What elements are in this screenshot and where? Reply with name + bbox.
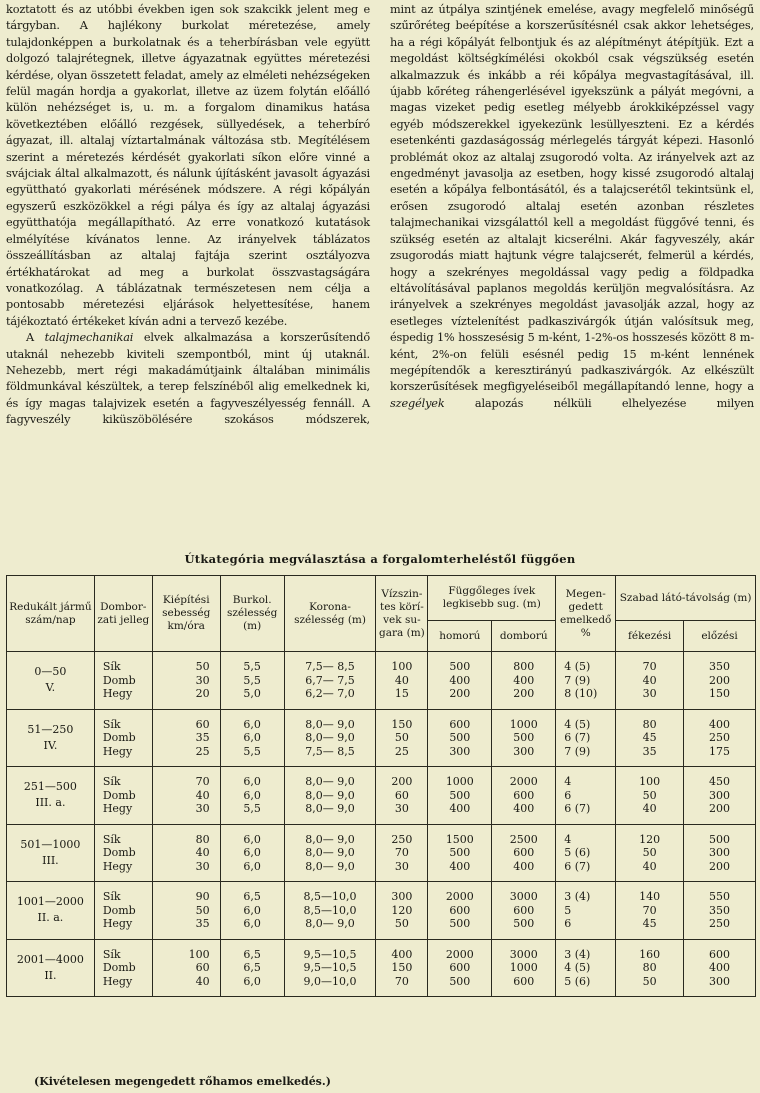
vehicle-range-cell xyxy=(7,767,95,825)
brake-cell xyxy=(616,709,684,767)
vehicle-range: 2001—4000 xyxy=(16,952,84,966)
convex-value: 400 xyxy=(513,802,535,815)
brake-value: 50 xyxy=(642,788,657,802)
horiz-cell xyxy=(376,767,428,825)
header-sight-distance: Szabad látó-távolság (m) xyxy=(616,576,756,621)
width-value: 6,0 xyxy=(243,775,261,788)
header-concave: homorú xyxy=(428,621,492,652)
header-vehicles: Redukált jármű szám/nap xyxy=(7,576,95,652)
terrain-value: Sík xyxy=(102,947,121,961)
grade-value: 5 (6) xyxy=(564,846,591,859)
convex-value: 600 xyxy=(513,903,535,917)
brake-value: 140 xyxy=(639,890,661,903)
crown-value: 7,5— 8,5 xyxy=(305,744,355,758)
crown-value: 8,0— 9,0 xyxy=(305,832,355,846)
grade-value: 5 (6) xyxy=(564,974,591,988)
crown-cell xyxy=(284,882,376,940)
horiz-value: 30 xyxy=(394,859,409,873)
terrain-cell xyxy=(94,824,152,882)
horiz-value: 200 xyxy=(391,775,413,788)
overtake-value: 250 xyxy=(709,731,731,744)
grade-value: 3 (4) xyxy=(564,947,591,961)
width-cell xyxy=(220,767,284,825)
convex-cell xyxy=(492,939,556,997)
crown-value: 8,0— 9,0 xyxy=(305,775,355,788)
brake-value: 80 xyxy=(642,961,657,974)
crown-cell xyxy=(284,652,376,710)
width-value: 5,5 xyxy=(243,660,261,673)
convex-value: 400 xyxy=(513,673,535,687)
road-category: III. xyxy=(42,853,59,867)
header-terrain: Dombor-zati jelleg xyxy=(94,576,152,652)
width-value: 6,5 xyxy=(243,947,261,961)
crown-value: 6,2— 7,0 xyxy=(305,687,355,700)
overtake-value: 400 xyxy=(709,717,731,731)
horiz-value: 150 xyxy=(391,717,413,731)
vehicle-range: 51—250 xyxy=(27,722,74,736)
overtake-cell xyxy=(684,882,756,940)
terrain-value: Sík xyxy=(102,890,121,903)
road-category: II. xyxy=(44,968,57,982)
crown-value: 9,5—10,5 xyxy=(303,961,357,974)
horiz-value: 400 xyxy=(391,947,413,961)
overtake-cell xyxy=(684,939,756,997)
convex-cell xyxy=(492,767,556,825)
grade-cell xyxy=(556,652,616,710)
speed-value: 30 xyxy=(195,859,210,873)
crown-value: 8,0— 9,0 xyxy=(305,788,355,802)
concave-cell xyxy=(428,709,492,767)
overtake-value: 175 xyxy=(709,744,731,758)
speed-value: 40 xyxy=(195,974,210,988)
convex-value: 600 xyxy=(513,846,535,859)
concave-value: 500 xyxy=(449,731,471,744)
left-paragraph-1: koztatott és az utóbbi években igen sok szakcikk jelent meg e tárgyban. A hajlékony burkolat méretezése, amely tulajdonképpen a burkolatnak és a teherbírásban vele együtt dolgozó talajrétegnek, illetve ágyazatnak együttes méretezési kérdése, olyan összetett feladat, amely az elméleti nehézségeken felül magán hordja a gyakorlat, illetve az üzem folytán előálló külön nehézséget is, u. m. a forgalom dinamikus hatása következtében előálló rezgések, süllyedések, a teherbíró ágyazat, ill. altalaj víztartalmának változása stb. Megítélésem szerint a méretezés kérdését gyakorlati síkon előre vinné a svájciak által alkalmazott, és nálunk újításként javasolt ágyazási együttható gyakorlati mérésének módszere. A régi kőpályán egyszerű eszközökkel a régi pálya és így az altalaj ágyazási együtthatója megállapítható. Az erre vonatkozó kutatások elmélyítése kívánatos lenne. Az irányelvek táblázatos összeállításban az altalaj fajtája szerint osztályozva értékhatárokat ad meg a burkolat összvastagságára vonatkozólag. A táblázatnak természetesen nem célja a pontosabb méretezési eljárások helyettesítése, hanem tájékoztató értékeket kíván adni a tervező kezébe. xyxy=(6,3,370,328)
road-category-table xyxy=(6,575,756,997)
convex-value: 600 xyxy=(513,788,535,802)
concave-value: 2000 xyxy=(445,947,474,961)
horiz-value: 25 xyxy=(394,744,409,758)
concave-cell xyxy=(428,939,492,997)
table-row xyxy=(7,939,756,997)
crown-value: 8,0— 9,0 xyxy=(305,917,355,930)
horiz-value: 50 xyxy=(394,917,409,930)
terrain-value: Hegy xyxy=(102,687,133,700)
crown-value: 8,5—10,0 xyxy=(303,903,357,917)
brake-value: 50 xyxy=(642,974,657,988)
horiz-value: 15 xyxy=(394,687,409,700)
table-title: Útkategória megválasztása a forgalomterheléstől függően xyxy=(184,552,576,566)
concave-cell xyxy=(428,652,492,710)
convex-value: 3000 xyxy=(509,947,538,961)
emphasized-word: talajmechanikai xyxy=(44,331,134,345)
terrain-value: Hegy xyxy=(102,974,133,988)
horiz-cell xyxy=(376,939,428,997)
header-braking: fékezési xyxy=(616,621,684,652)
horiz-value: 40 xyxy=(394,673,409,687)
speed-cell xyxy=(152,767,220,825)
brake-value: 30 xyxy=(642,687,657,700)
overtake-value: 200 xyxy=(709,673,731,687)
horiz-value: 250 xyxy=(391,832,413,846)
road-category: II. a. xyxy=(37,911,64,925)
convex-value: 600 xyxy=(513,974,535,988)
crown-value: 9,5—10,5 xyxy=(303,947,357,961)
grade-value: 6 (7) xyxy=(564,859,591,873)
overtake-cell xyxy=(684,652,756,710)
width-value: 6,0 xyxy=(243,846,261,859)
vehicle-range: 501—1000 xyxy=(20,837,81,851)
header-convex: domború xyxy=(492,621,556,652)
crown-value: 8,0— 9,0 xyxy=(305,859,355,873)
convex-cell xyxy=(492,652,556,710)
horiz-value: 70 xyxy=(394,974,409,988)
terrain-value: Hegy xyxy=(102,917,133,930)
width-value: 6,0 xyxy=(243,974,261,988)
header-horizontal-radius: Vízszin-tes körí-vek su-gara (m) xyxy=(376,576,428,652)
brake-value: 80 xyxy=(642,717,657,731)
grade-value: 4 (5) xyxy=(564,717,591,731)
overtake-cell xyxy=(684,824,756,882)
terrain-value: Domb xyxy=(102,903,136,917)
concave-value: 500 xyxy=(449,660,471,673)
width-cell xyxy=(220,652,284,710)
speed-cell xyxy=(152,824,220,882)
concave-value: 500 xyxy=(449,974,471,988)
horiz-value: 300 xyxy=(391,890,413,903)
concave-value: 400 xyxy=(449,859,471,873)
terrain-value: Sík xyxy=(102,717,121,731)
concave-value: 1500 xyxy=(445,832,474,846)
speed-value: 70 xyxy=(195,775,210,788)
terrain-value: Domb xyxy=(102,673,136,687)
brake-cell xyxy=(616,824,684,882)
grade-value: 6 (7) xyxy=(564,802,591,815)
width-cell xyxy=(220,709,284,767)
table-row xyxy=(7,882,756,940)
vehicle-range: 0—50 xyxy=(34,665,67,679)
convex-value: 800 xyxy=(513,660,535,673)
grade-cell xyxy=(556,882,616,940)
header-crown-width: Korona-szélesség (m) xyxy=(284,576,376,652)
grade-value: 4 xyxy=(564,832,572,846)
concave-value: 600 xyxy=(449,903,471,917)
crown-cell xyxy=(284,824,376,882)
concave-value: 300 xyxy=(449,744,471,758)
speed-value: 35 xyxy=(195,917,210,930)
terrain-cell xyxy=(94,939,152,997)
vehicle-range: 1001—2000 xyxy=(16,895,84,909)
grade-value: 7 (9) xyxy=(564,744,591,758)
convex-cell xyxy=(492,882,556,940)
footnote: (Kivételesen megengedett rőhamos emelkedés.) xyxy=(34,1075,331,1088)
header-overtaking: előzési xyxy=(684,621,756,652)
convex-value: 300 xyxy=(513,744,535,758)
left-column xyxy=(6,2,370,429)
convex-cell xyxy=(492,824,556,882)
grade-cell xyxy=(556,709,616,767)
overtake-value: 350 xyxy=(709,903,731,917)
vehicle-range-cell xyxy=(7,709,95,767)
horiz-cell xyxy=(376,709,428,767)
terrain-value: Hegy xyxy=(102,744,133,758)
concave-cell xyxy=(428,882,492,940)
grade-value: 6 (7) xyxy=(564,731,591,744)
horiz-cell xyxy=(376,652,428,710)
crown-value: 8,0— 9,0 xyxy=(305,846,355,859)
terrain-value: Sík xyxy=(102,832,121,846)
horiz-value: 60 xyxy=(394,788,409,802)
terrain-cell xyxy=(94,652,152,710)
vehicle-range-cell xyxy=(7,939,95,997)
convex-value: 3000 xyxy=(509,890,538,903)
speed-value: 80 xyxy=(195,832,210,846)
road-category: III. a. xyxy=(35,796,66,810)
speed-value: 40 xyxy=(195,846,210,859)
width-value: 5,5 xyxy=(243,802,261,815)
horiz-value: 50 xyxy=(394,731,409,744)
horiz-cell xyxy=(376,882,428,940)
grade-value: 4 (5) xyxy=(564,660,591,673)
concave-value: 600 xyxy=(449,961,471,974)
crown-cell xyxy=(284,939,376,997)
vehicle-range-cell xyxy=(7,882,95,940)
convex-value: 2000 xyxy=(509,775,538,788)
overtake-value: 300 xyxy=(709,788,731,802)
width-value: 6,0 xyxy=(243,717,261,731)
crown-value: 8,0— 9,0 xyxy=(305,731,355,744)
brake-value: 40 xyxy=(642,673,657,687)
terrain-value: Domb xyxy=(102,961,136,974)
horiz-value: 150 xyxy=(391,961,413,974)
overtake-value: 200 xyxy=(709,802,731,815)
overtake-value: 300 xyxy=(709,846,731,859)
width-value: 6,0 xyxy=(243,859,261,873)
left-paragraph-2 xyxy=(6,330,370,428)
speed-cell xyxy=(152,882,220,940)
crown-value: 8,0— 9,0 xyxy=(305,802,355,815)
terrain-value: Hegy xyxy=(102,802,133,815)
concave-value: 2000 xyxy=(445,890,474,903)
table-body xyxy=(7,652,756,997)
brake-cell xyxy=(616,767,684,825)
right-paragraph: mint az útpálya szintjének emelése, avagy megfelelő minőségű szűrőréteg beépítése a korszerűsítésnél csak akkor lehetséges, ha a régi kőpályát felbontjuk és az alépítményt átépítjük. Ezt a megoldást költségkímélési okokból csak végszükség esetén alkalmazzuk és inkább a réi kőpálya megvastagításával, ill. újabb kőréteg ráhengerlésével igyekszünk a pályát megóvni, a magas vizeket pedig esetleg mélyebb árokkiképzéssel vagy egyéb módszerekkel igyekezünk lesüllyeszteni. Ez a kérdés esetenkénti gazdaságosság mérlegelés tárgyát képezi. Hasonló problémát okoz az altalaj zsugorodó volta. Az irányelvek azt az engedményt javasolja az esetben, hogy kissé zsugorodó altalaj esetén a kőpálya felbontásától, és a talajcserétől tekintsünk el, erősen zsugorodó altalaj esetén azonban részletes talajmechanikai vizsgálattól kell a megoldást függővé tenni, és szükség esetén az altalajt kicserélni. Akár fagyveszély, akár zsugorodás miatt hajtunk végre talajcserét, felmerül a kérdés, hogy a szekrényes megoldással vagy pedig a földpadka eltávolításával paplanos megoldás kerüljön megvalósításra. Az irányelvek a szekrényes megoldást javasolják azzal, hogy az esetleges víztelenítést padkaszivárgók útján valósítsuk meg, éspedig 1% hosszesésig 5 m-ként, 1-2%-os hosszesés között 8 m-ként, 2%-on felüli esésnél pedig 15 m-ként lennének megépítendők a keresztirányú padkaszivárgók. Az elkészült korszerűsítések megfigyeléseiből megállapítandó lenne, hogy a szegélyek alapozás nélküli elhelyezése milyen xyxy=(390,3,754,410)
crown-value: 7,5— 8,5 xyxy=(305,660,355,673)
convex-value: 500 xyxy=(513,917,535,930)
vehicle-range-cell xyxy=(7,652,95,710)
speed-value: 100 xyxy=(188,947,210,961)
grade-value: 7 (9) xyxy=(564,673,591,687)
width-value: 6,0 xyxy=(243,903,261,917)
convex-value: 400 xyxy=(513,859,535,873)
crown-value: 8,0— 9,0 xyxy=(305,717,355,731)
grade-value: 6 xyxy=(564,788,572,802)
grade-value: 5 xyxy=(564,903,572,917)
convex-value: 200 xyxy=(513,687,535,700)
text-columns xyxy=(6,2,754,429)
overtake-value: 300 xyxy=(709,974,731,988)
overtake-cell xyxy=(684,709,756,767)
brake-value: 45 xyxy=(642,731,657,744)
speed-value: 35 xyxy=(195,731,210,744)
terrain-value: Hegy xyxy=(102,859,133,873)
width-value: 5,0 xyxy=(243,687,261,700)
brake-value: 35 xyxy=(642,744,657,758)
horiz-value: 100 xyxy=(391,660,413,673)
overtake-cell xyxy=(684,767,756,825)
convex-value: 1000 xyxy=(509,961,538,974)
vehicle-range-cell xyxy=(7,824,95,882)
width-value: 6,0 xyxy=(243,788,261,802)
table-row xyxy=(7,652,756,710)
speed-cell xyxy=(152,652,220,710)
width-cell xyxy=(220,939,284,997)
width-value: 6,5 xyxy=(243,890,261,903)
header-grade: Megen-gedett emelkedő % xyxy=(556,576,616,652)
brake-value: 45 xyxy=(642,917,657,930)
speed-value: 50 xyxy=(195,903,210,917)
speed-value: 30 xyxy=(195,802,210,815)
terrain-cell xyxy=(94,709,152,767)
speed-value: 60 xyxy=(195,717,210,731)
convex-value: 500 xyxy=(513,731,535,744)
concave-value: 1000 xyxy=(445,775,474,788)
overtake-value: 250 xyxy=(709,917,731,930)
terrain-value: Sík xyxy=(102,660,121,673)
header-speed: Kiépítési sebesség km/óra xyxy=(152,576,220,652)
concave-value: 500 xyxy=(449,788,471,802)
right-column xyxy=(390,2,754,429)
table-row xyxy=(7,824,756,882)
width-cell xyxy=(220,824,284,882)
speed-cell xyxy=(152,939,220,997)
emphasized-word: szegélyek xyxy=(390,396,445,410)
header-vertical-curves: Függőleges ívek legkisebb sug. (m) xyxy=(428,576,556,621)
grade-cell xyxy=(556,824,616,882)
speed-value: 40 xyxy=(195,788,210,802)
speed-value: 20 xyxy=(195,687,210,700)
width-cell xyxy=(220,882,284,940)
brake-value: 70 xyxy=(642,903,657,917)
grade-cell xyxy=(556,767,616,825)
width-value: 6,0 xyxy=(243,731,261,744)
width-value: 6,5 xyxy=(243,961,261,974)
grade-value: 4 xyxy=(564,775,572,788)
concave-value: 200 xyxy=(449,687,471,700)
grade-value: 4 (5) xyxy=(564,961,591,974)
left-paragraph-2-text: A talajmechanikai elvek alkalmazása a korszerűsítendő utaknál nehezebb kiviteli szempontból, mint új utaknál. Nehezebb, mert régi makadámútjaink általában minimális földmunkával készültek, a terep felszínéből alig emelkednek ki, és így magas talajvizek esetén a fagyveszélyesség fennáll. A fagyveszély kiküszöbölésére szokásos módszerek, xyxy=(6,331,370,427)
speed-value: 90 xyxy=(195,890,210,903)
brake-value: 40 xyxy=(642,802,657,815)
brake-value: 120 xyxy=(639,832,661,846)
width-value: 5,5 xyxy=(243,744,261,758)
concave-value: 400 xyxy=(449,673,471,687)
crown-value: 9,0—10,0 xyxy=(303,974,357,988)
concave-value: 400 xyxy=(449,802,471,815)
overtake-value: 400 xyxy=(709,961,731,974)
convex-value: 1000 xyxy=(509,717,538,731)
brake-value: 50 xyxy=(642,846,657,859)
crown-cell xyxy=(284,767,376,825)
table-row xyxy=(7,709,756,767)
horiz-value: 120 xyxy=(391,903,413,917)
table-row xyxy=(7,767,756,825)
terrain-value: Domb xyxy=(102,788,136,802)
overtake-value: 150 xyxy=(709,687,731,700)
terrain-value: Sík xyxy=(102,775,121,788)
grade-value: 6 xyxy=(564,917,572,930)
overtake-value: 550 xyxy=(709,890,731,903)
terrain-value: Domb xyxy=(102,731,136,744)
speed-value: 60 xyxy=(195,961,210,974)
terrain-value: Domb xyxy=(102,846,136,859)
overtake-value: 600 xyxy=(709,947,731,961)
brake-cell xyxy=(616,652,684,710)
concave-cell xyxy=(428,824,492,882)
horiz-value: 30 xyxy=(394,802,409,815)
brake-value: 40 xyxy=(642,859,657,873)
grade-value: 3 (4) xyxy=(564,890,591,903)
brake-value: 160 xyxy=(639,947,661,961)
header-pavement-width: Burkol. szélesség (m) xyxy=(220,576,284,652)
road-category: V. xyxy=(45,681,56,695)
speed-value: 30 xyxy=(195,673,210,687)
brake-cell xyxy=(616,882,684,940)
terrain-cell xyxy=(94,882,152,940)
brake-value: 100 xyxy=(639,775,661,788)
grade-cell xyxy=(556,939,616,997)
overtake-value: 350 xyxy=(709,660,731,673)
overtake-value: 500 xyxy=(709,832,731,846)
width-value: 6,0 xyxy=(243,832,261,846)
brake-value: 70 xyxy=(642,660,657,673)
concave-value: 600 xyxy=(449,717,471,731)
crown-cell xyxy=(284,709,376,767)
concave-value: 500 xyxy=(449,846,471,859)
overtake-value: 200 xyxy=(709,859,731,873)
convex-value: 2500 xyxy=(509,832,538,846)
brake-cell xyxy=(616,939,684,997)
vehicle-range: 251—500 xyxy=(23,780,77,794)
crown-value: 8,5—10,0 xyxy=(303,890,357,903)
grade-value: 8 (10) xyxy=(564,687,598,700)
terrain-cell xyxy=(94,767,152,825)
width-value: 5,5 xyxy=(243,673,261,687)
horiz-value: 70 xyxy=(394,846,409,859)
road-category: IV. xyxy=(43,738,58,752)
speed-cell xyxy=(152,709,220,767)
horiz-cell xyxy=(376,824,428,882)
convex-cell xyxy=(492,709,556,767)
crown-value: 6,7— 7,5 xyxy=(305,673,355,687)
speed-value: 25 xyxy=(195,744,210,758)
concave-value: 500 xyxy=(449,917,471,930)
width-value: 6,0 xyxy=(243,917,261,930)
overtake-value: 450 xyxy=(709,775,731,788)
concave-cell xyxy=(428,767,492,825)
speed-value: 50 xyxy=(195,660,210,673)
